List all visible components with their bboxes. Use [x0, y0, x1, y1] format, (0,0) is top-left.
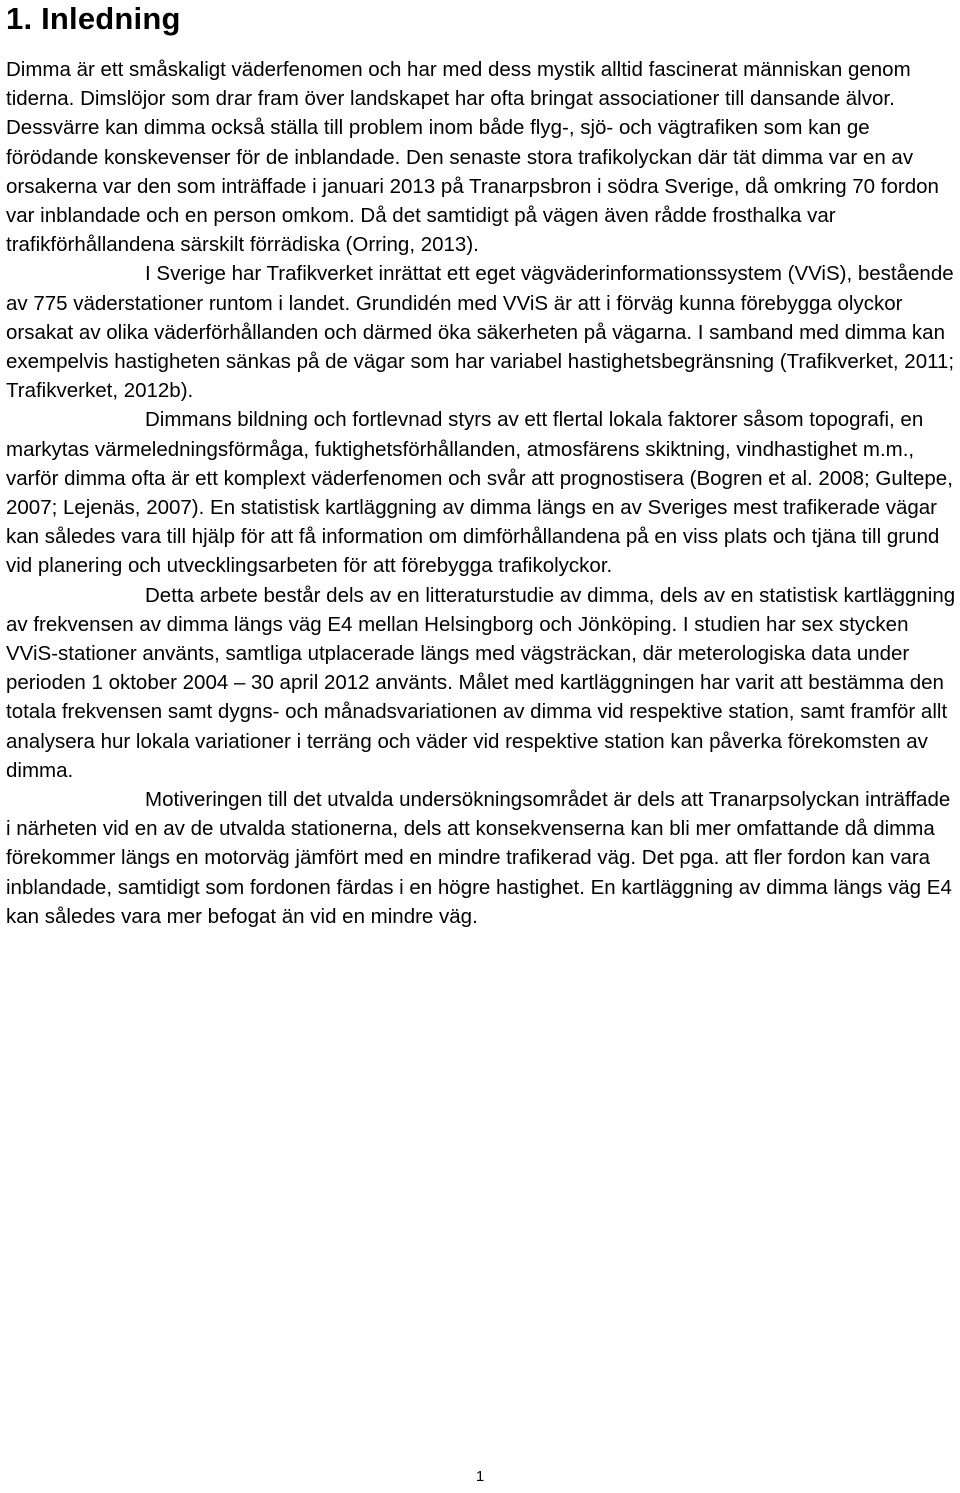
- paragraph-vvis: I Sverige har Trafikverket inrättat ett eget vägväderinformationssystem (VViS), bestående av 775 väderstationer runtom i landet. Grundidén med VViS är att i förväg kunna förebygga olyckor orsakat av olika väderförhållanden och därmed öka säkerheten på vägarna. I samband med dimma kan exempelvis hastigheten sänkas på de vägar som har variabel hastighetsbegränsning (Trafikverket, 2011; Trafikverket, 2012b).: [6, 262, 955, 403]
- paragraph-intro: Dimma är ett småskaligt väderfenomen och har med dess mystik alltid fascinerat människan genom tiderna. Dimslöjor som drar fram över landskapet har ofta bringat associationer till dansande älvor. Dessvärre kan dimma också ställa till problem inom både flyg-, sjö- och vägtrafiken som kan ge förödande konskevenser för de inblandade. Den senaste stora trafikolyckan där tät dimma var en av orsakerna var den som inträffade i januari 2013 på Tranarpsbron i södra Sverige, då omkring 70 fordon var inblandade och en person omkom. Då det samtidigt på vägen även rådde frosthalka var trafikförhållandena särskilt förrädiska (Orring, 2013).: [6, 58, 939, 257]
- paragraph-fog-formation: Dimmans bildning och fortlevnad styrs av ett flertal lokala faktorer såsom topografi, en markytas värmeledningsförmåga, fuktighetsförhållanden, atmosfärens skiktning, vindhastighet m.m., varför dimma ofta är ett komplext väderfenomen och svår att prognostisera (Bogren et al. 2008; Gultepe, 2007; Lejenäs, 2007). En statistisk kartläggning av dimma längs en av Sveriges mest trafikerade vägar kan således vara till hjälp för att få information om dimförhållandena på en viss plats och tjäna till grund vid planering och utvecklingsarbeten för att förebygga trafikolyckor.: [6, 408, 953, 578]
- paragraph-study-scope: Detta arbete består dels av en litteraturstudie av dimma, dels av en statistisk kartläggning av frekvensen av dimma längs väg E4 mellan Helsingborg och Jönköping. I studien har sex stycken VViS-stationer använts, samtliga utplacerade längs med vägsträckan, där meterologiska data under perioden 1 oktober 2004 – 30 april 2012 använts. Målet med kartläggningen har varit att bestämma den totala frekvensen samt dygns- och månadsvariationen av dimma vid respektive station, samt framför allt analysera hur lokala variationer i terräng och väder vid respektive station kan påverka förekomsten av dimma.: [6, 583, 956, 782]
- body-text: [6, 55, 956, 931]
- section-heading: 1. Inledning: [6, 1, 181, 36]
- paragraph-motivation: Motiveringen till det utvalda undersökningsområdet är dels att Tranarpsolyckan inträffade i närheten vid en av de utvalda stationerna, dels att konsekvenserna kan bli mer omfattande då dimma förekommer längs en motorväg jämfört med en mindre trafikerad väg. Det pga. att fler fordon kan vara inblandade, samtidigt som fordonen färdas i en högre hastighet. En kartläggning av dimma längs väg E4 kan således vara mer befogat än vid en mindre väg.: [6, 788, 952, 928]
- document-page: [6, 0, 956, 931]
- page-number: 1: [475, 1468, 485, 1485]
